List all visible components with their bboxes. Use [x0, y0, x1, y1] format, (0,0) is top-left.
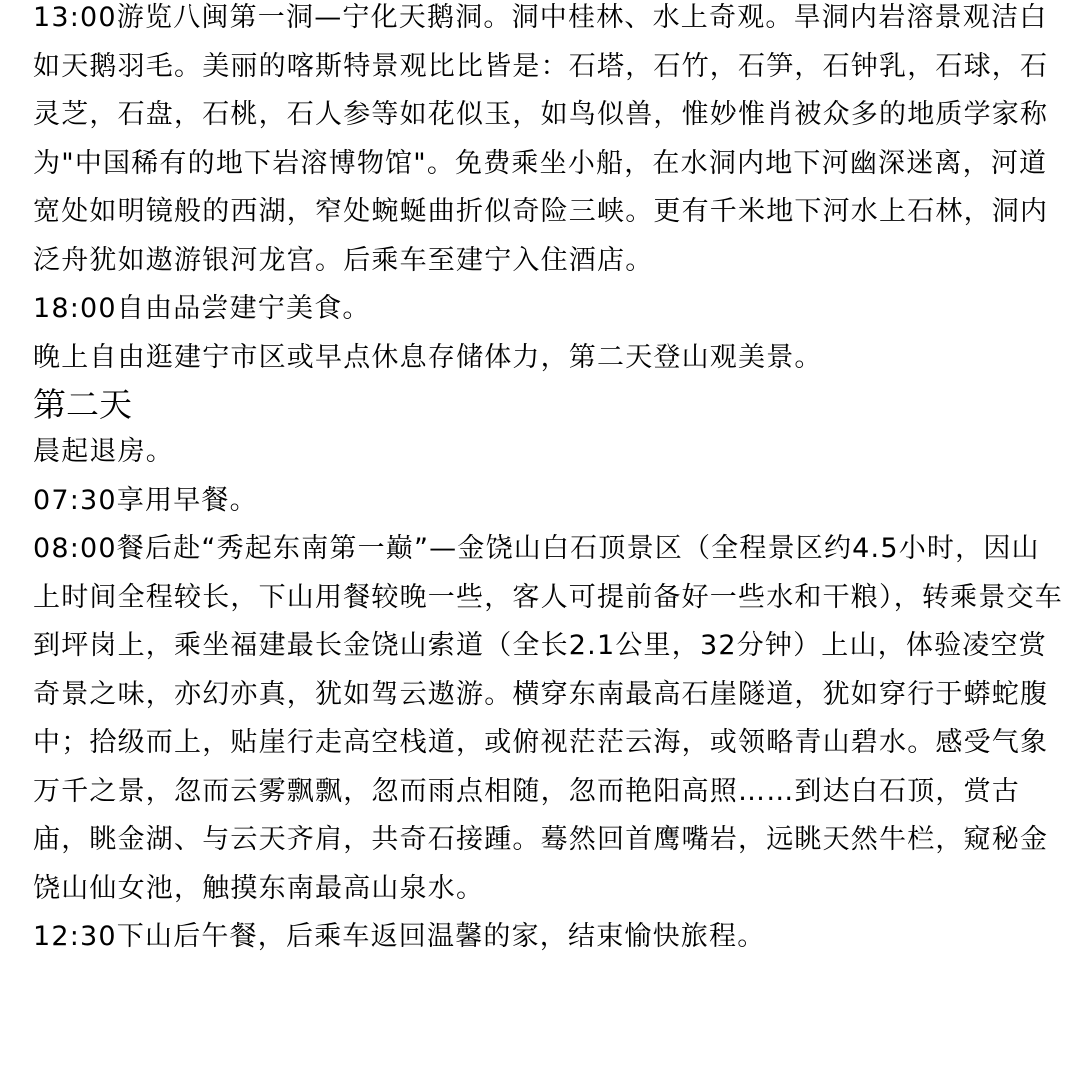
itinerary-paragraph-1800: 18:00自由品尝建宁美食。 [33, 293, 371, 324]
itinerary-paragraph-evening: 晚上自由逛建宁市区或早点休息存储体力，第二天登山观美景。 [33, 341, 823, 373]
itinerary-paragraph-checkout: 晨起退房。 [33, 436, 174, 467]
itinerary-paragraph-1230: 12:30下山后午餐，后乘车返回温馨的家，结束愉快旅程。 [33, 921, 766, 952]
itinerary-document [33, 0, 1063, 962]
day-two-heading: 第二天 [33, 385, 132, 424]
itinerary-paragraph-0800: 08:00餐后赴“秀起东南第一巅”—金饶山白石顶景区（全程景区约4.5小时，因山上时间全程较长，下山用餐较晚一些，客人可提前备好一些水和干粮），转乘景交车到坪岗上，乘坐福建最长金饶山索道（全长2.1公里，32分钟）上山，体验凌空赏奇景之味，亦幻亦真，犹如驾云遨游。横穿东南最高石崖隧道，犹如穿行于蟒蛇腹中；拾级而上，贴崖行走高空栈道，或俯视茫茫云海，或领略青山碧水。感受气象万千之景，忽而云雾飘飘，忽而雨点相随，忽而艳阳高照……到达白石顶，赏古庙，眺金湖、与云天齐肩，共奇石接踵。蓦然回首鹰嘴岩，远眺天然牛栏，窥秘金饶山仙女池，触摸东南最高山泉水。 [33, 533, 1063, 904]
itinerary-paragraph-1300: 13:00游览八闽第一洞—宁化天鹅洞。洞中桂林、水上奇观。旱洞内岩溶景观洁白如天鹅羽毛。美丽的喀斯特景观比比皆是：石塔，石竹，石笋，石钟乳，石球，石灵芝，石盘，石桃，石人参等如花似玉，如鸟似兽，惟妙惟肖被众多的地质学家称为"中国稀有的地下岩溶博物馆"。免费乘坐小船，在水洞内地下河幽深迷离，河道宽处如明镜般的西湖，窄处蜿蜒曲折似奇险三峡。更有千米地下河水上石林，洞内泛舟犹如遨游银河龙宫。后乘车至建宁入住酒店。 [33, 2, 1049, 276]
itinerary-paragraph-0730: 07:30享用早餐。 [33, 484, 258, 516]
